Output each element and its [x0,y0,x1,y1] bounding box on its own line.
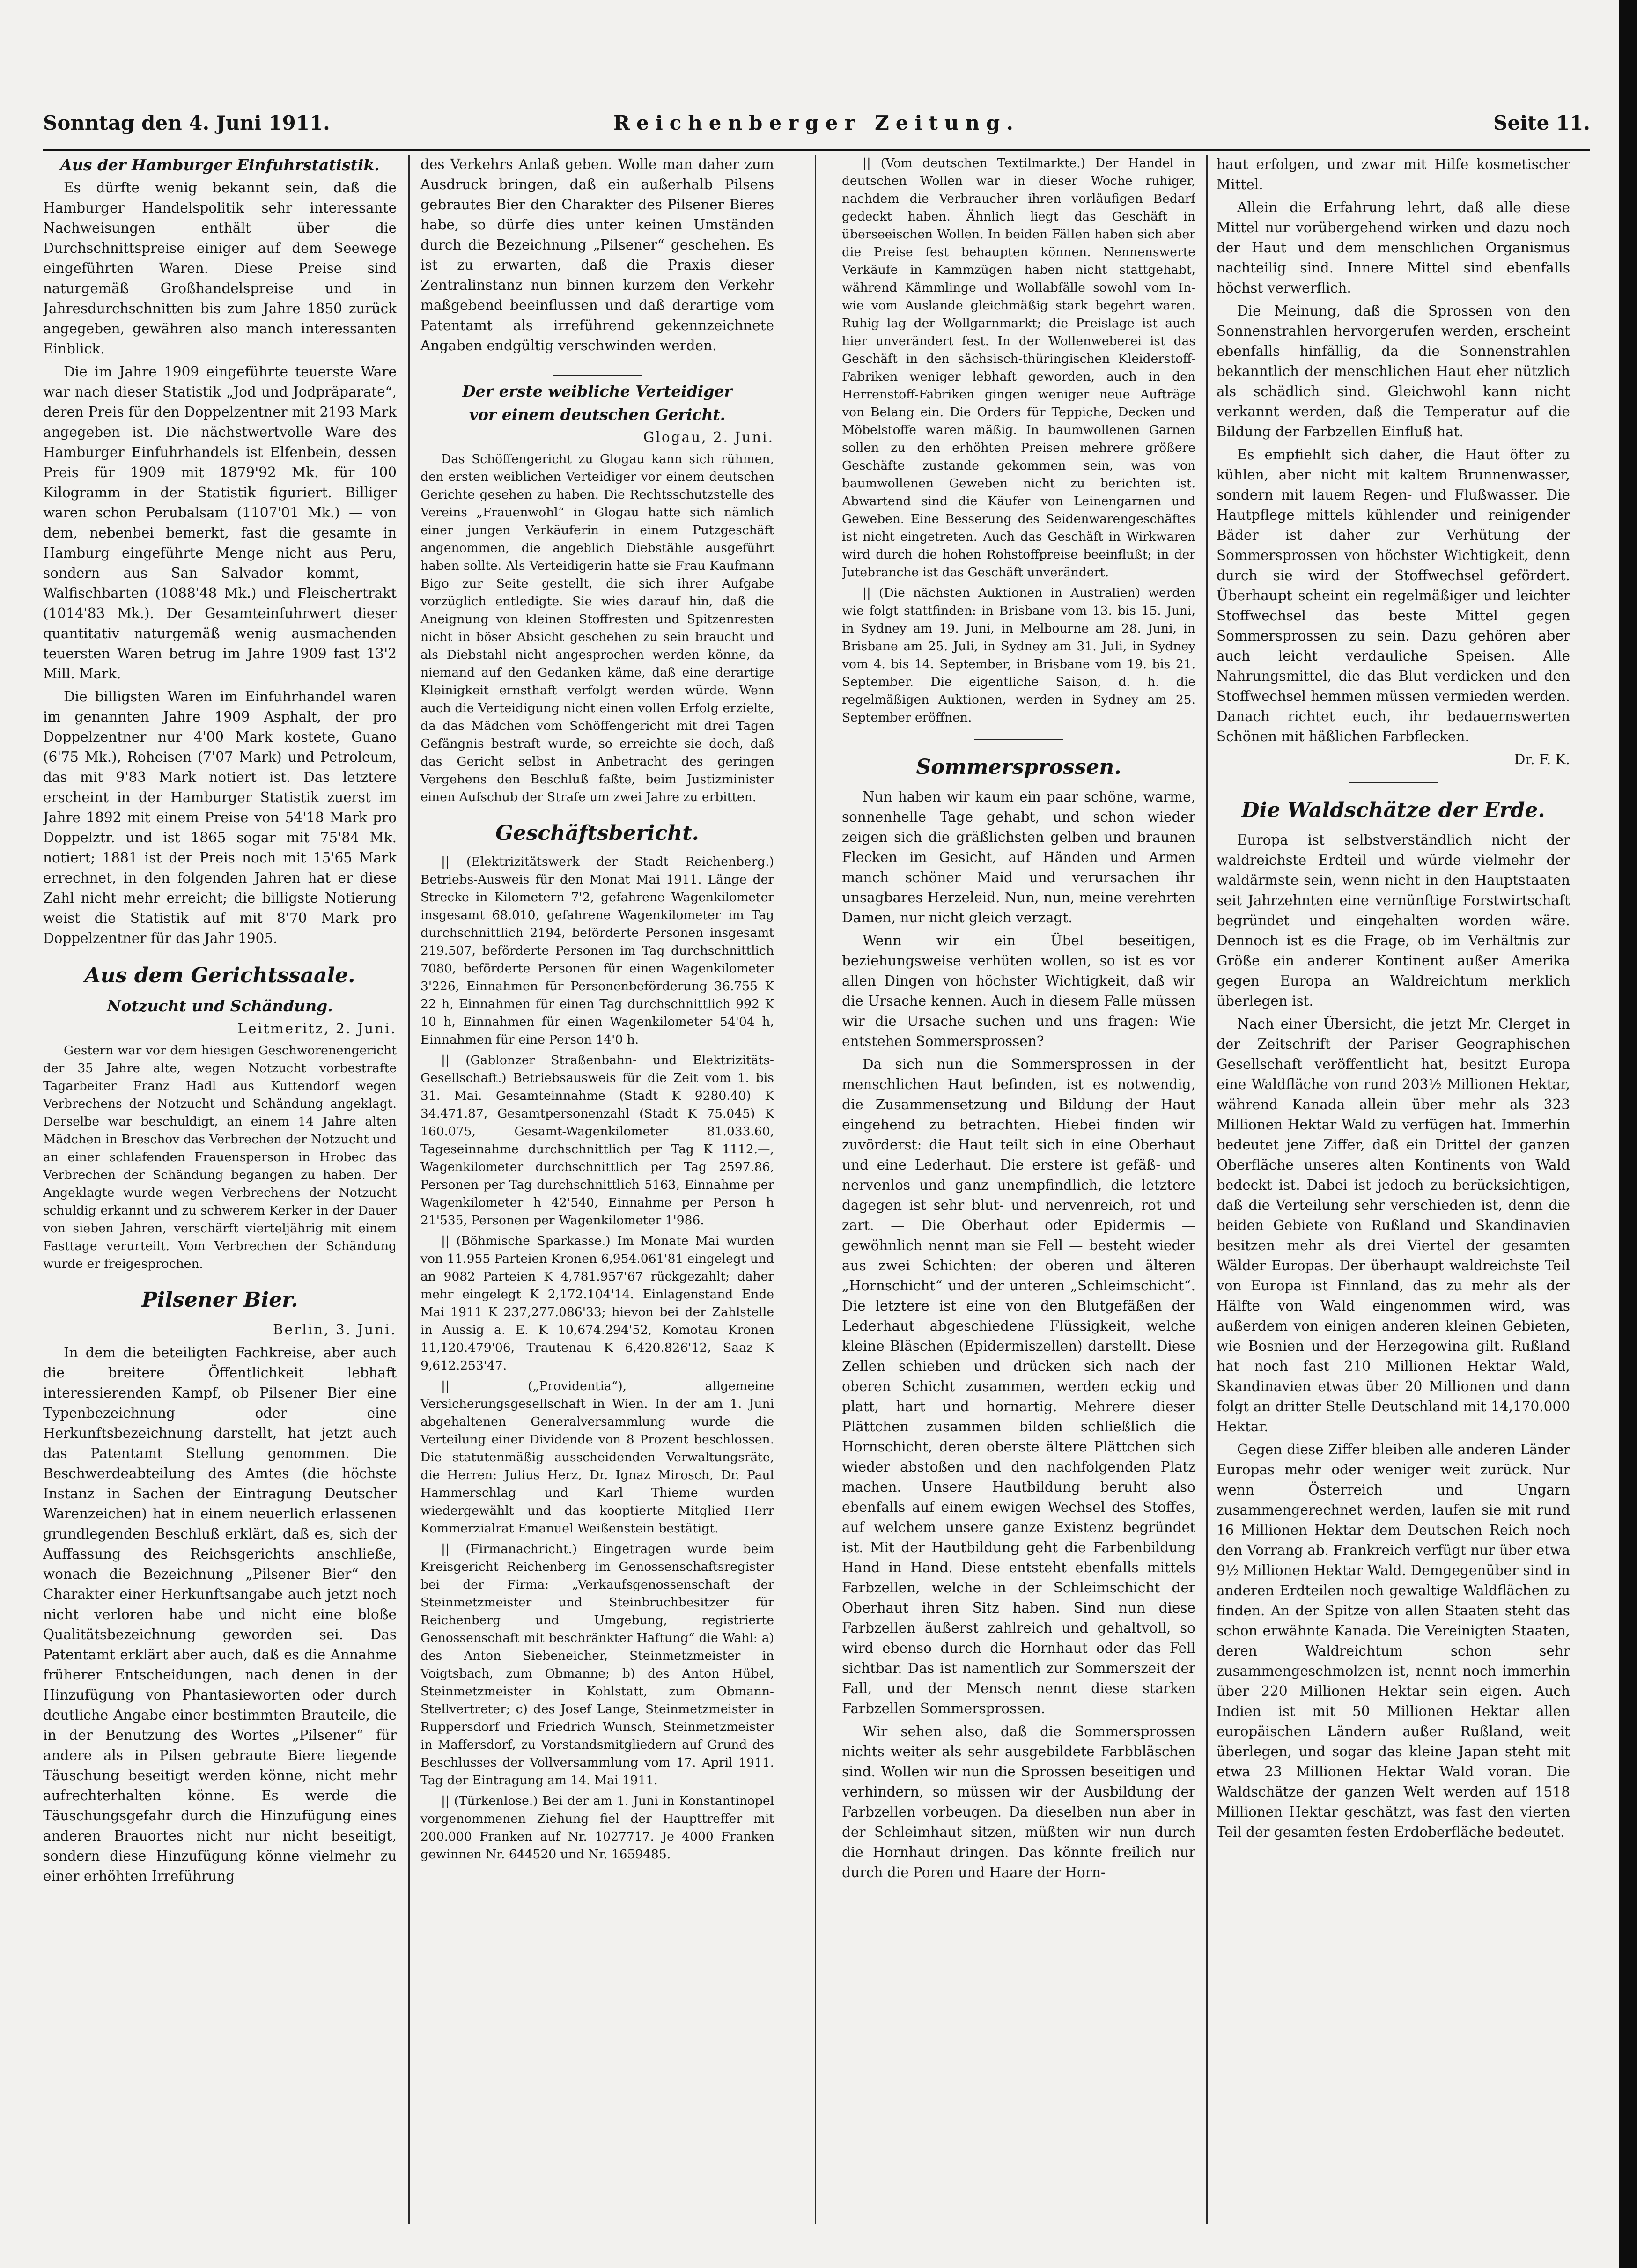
article-title: Der erste weibliche Verteidiger [462,382,732,400]
column-3 [842,155,1195,2247]
paragraph: Das Schöffengericht zu Glogau kann sich rühmen, den ersten weiblichen Verteidiger vor einem deutschen Gerichte gesehen zu haben. Die Rechtsschutzstelle des Vereins „Frauenwohl“ in Glogau hatte sich nämlich einer jungen Verkäuferin in einem Putzgeschäft angenommen, die angeblich Diebstähle ausgeführt haben sollte. Als Verteidigerin hatte sie Frau Kaufmann Bigo zur Seite gestellt, die sich ihrer Aufgabe vorzüglich entledigte. Sie wies darauf hin, daß die Aneignung von kleinen Stoffresten und Spitzenresten nicht in böser Absicht geschehen zu sein braucht und als Diebstahl nicht angesprochen werden könne, da niemand auf den Gedanken käme, daß eine derartige Kleinigkeit ernsthaft verfolgt werden würde. Wenn auch die Verteidigung nicht einen vollen Erfolg erzielte, da das Mädchen vom Schöffengericht mit drei Tagen Gefängnis bestraft wurde, so erreichte sie doch, daß das Gericht selbst in Anbetracht des geringen Vergehens den Beschluß faßte, beim Justizminister einen Aufschub der Strafe um zwei Jahre zu erbitten. [420,452,774,804]
column-4 [1217,155,1570,2247]
divider [974,739,1063,740]
article-title: Aus der Hamburger Einfuhrstatistik. [60,156,380,174]
business-item: || (Elektrizitätswerk der Stadt Reichenberg.) Betriebs-Ausweis für den Monat Mai 1911. Länge der Strecke in Kilometern 7'2, gefahrene Wagenkilometer insgesamt 68.010, gefahrene Wagenkilometer im Tag durchschnittlich 2194, beförderte Personen insgesamt 219.507, beförderte Personen im Tag durchschnittlich 7080, beförderte Personen für einen Wagenkilometer 3'226, Einnahmen für Personenbeförderung 36.755 K 22 h, Einnahmen für einen Tag durchschnittlich 992 K 10 h, Einnahmen für einen Wagenkilometer 54'04 h, Einnahmen für eine Person 14'0 h. [420,854,774,1047]
masthead: Reichenberger Zeitung. [613,111,1020,134]
divider [553,375,642,376]
business-item: || (Gablonzer Straßenbahn- und Elektrizitäts-Gesellschaft.) Betriebsausweis für die Zeit vom 1. bis 31. Mai. Gesamteinnahme (Stadt K 9280.40) K 34.471.87, Gesamtpersonenzahl (Stadt K 75.045) K 160.075, Gesamt-Wagenkilometer 81.033.60, Tageseinnahme durchschnittlich per Tag K 1112.—, Wagenkilometer durchschnittlich per Tag 2597.86, Personen per Tag durchschnittlich 5163, Einnahme per Wagenkilometer h 42'540, Einnahme per Person h 21'535, Personen per Wagenkilometer 1'986. [420,1053,774,1228]
paragraph: Wenn wir ein Übel beseitigen, beziehungsweise verhüten wollen, so ist es vor allen Dingen von höchster Wichtigkeit, daß wir die Ursache kennen. Auch in diesem Falle müssen wir die Ursache suchen und uns fragen: Wie entstehen Sommersprossen? [842,933,1195,1049]
page-header [43,111,1590,144]
column-rule [408,155,410,2224]
scan-edge [1619,0,1637,2268]
business-item: || (Die nächsten Auktionen in Australien) werden wie folgt stattfinden: in Brisbane vom 13. bis 15. Juni, in Sydney am 19. Juni, in Melbourne am 28. Juni, in Brisbane am 25. Juli, in Sydney am 31. Juli, in Sydney vom 4. bis 14. September, in Brisbane vom 19. bis 21. September. Die eigentliche Saison, d. h. die regelmäßigen Auktionen, werden in Sydney am 25. September eröffnen. [842,586,1195,725]
column-rule [1206,155,1208,2224]
column-2 [420,155,774,2247]
header-date: Sonntag den 4. Juni 1911. [43,111,330,134]
header-rule [43,149,1590,151]
paragraph: haut erfolgen, und zwar mit Hilfe kosmetischer Mittel. [1217,156,1570,192]
section-title: Geschäftsbericht. [495,821,699,845]
paragraph: Die im Jahre 1909 eingeführte teuerste Ware war nach dieser Statistik „Jod und Jodpräparate“, deren Preis für den Doppelzentner mit 2193 Mark angegeben ist. Die nächstwertvolle Ware des Hamburger Einfuhrhandels ist Elfenbein, dessen Preis für 1909 mit 1879'92 Mk. für 100 Kilogramm in der Statistik figuriert. Billiger waren schon Perubalsam (1107'01 Mk.) — von dem, nebenbei bemerkt, fast die gesamte in Hamburg eingeführte Menge nicht aus Peru, sondern aus San Salvador kommt, — Walfischbarten (1088'48 Mk.) und Fleischertrakt (1014'83 Mk.). Der Gesamteinfuhrwert dieser quantitativ naturgemäß wenig ausmachenden teuersten Waren betrug im Jahre 1909 fast 13'2 Mill. Mark. [43,364,397,682]
column-rule [815,155,816,2224]
business-item: || (Türkenlose.) Bei der am 1. Juni in Konstantinopel vorgenommenen Ziehung fiel der Haupttreffer mit 200.000 Franken auf Nr. 1027717. Je 4000 Franken gewinnen Nr. 644520 und Nr. 1659485. [420,1794,774,1862]
section-title: Aus dem Gerichtssaale. [84,964,355,987]
paragraph: Es empfiehlt sich daher, die Haut öfter zu kühlen, aber nicht mit kaltem Brunnenwasser, sondern mit lauem Regen- und Flußwasser. Die Hautpflege mittels kühlender und reinigender Bäder ist daher zur Verhütung der Sommersprossen von höchster Wichtigkeit, denn durch sie wird der Stoffwechsel gefördert. Überhaupt scheint ein regelmäßiger und leichter Stoffwechsel das beste Mittel gegen Sommersprossen zu sein. Dazu gehören aber auch leicht verdauliche Speisen. Alle Nahrungsmittel, die das Blut verdicken und den Stoffwechsel hemmen müssen vermieden werden. Danach richtet euch, ihr bedauernswerten Schönen mit häßlichen Farbflecken. [1217,447,1570,744]
article-title: Die Waldschätze der Erde. [1241,798,1545,822]
dateline: Leitmeritz, 2. Juni. [237,1021,397,1037]
business-item: || (Vom deutschen Textilmarkte.) Der Handel in deutschen Wollen war in dieser Woche ruhiger, nachdem die Verbraucher ihren vorläufigen Bedarf gedeckt haben. Ähnlich liegt das Geschäft in überseeischen Wollen. In beiden Fällen haben sich aber die Preise fest behaupten können. Nennenswerte Verkäufe in Kammzügen haben nicht stattgehabt, während Kämmlinge und Wollabfälle sowohl vom In- wie vom Auslande gleichmäßig stark begehrt waren. Ruhig lag der Wollgarnmarkt; die Preislage ist auch hier unverändert fest. In der Wollenweberei ist das Geschäft in den sächsisch-thüringischen Kleiderstoff-Fabriken weniger lebhaft geworden, auch in den Herrenstoff-Fabriken gingen weniger neue Aufträge von Belang ein. Die Orders für Teppiche, Decken und Möbelstoffe waren mäßig. In baumwollenen Garnen sollen zu den erhöhten Preisen mehrere größere Geschäfte zustande gekommen sein, was von baumwollenen Geweben nicht zu berichten ist. Abwartend sind die Käufer von Leinengarnen und Geweben. Eine Besserung des Seidenwarengeschäftes ist nicht eingetreten. Auch das Geschäft in Wirkwaren wird durch die hohen Rohstoffpreise beeinflußt; in der Jutebranche ist das Geschäft unverändert. [842,156,1195,580]
dateline: Glogau, 2. Juni. [643,429,774,445]
paragraph: Europa ist selbstverständlich nicht der waldreichste Erdteil und würde vielmehr der waldärmste sein, wenn nicht in den Hauptstaaten seit Jahrzehnten eine vernünftige Forstwirtschaft begründet und eingehalten worden wäre. Dennoch ist es die Frage, ob im Verhältnis zur Größe ein anderer Kontinent außer Amerika gegen Europa an Waldreichtum merklich überlegen ist. [1217,832,1570,1009]
page-number: Seite 11. [1493,111,1590,134]
paragraph: Die Meinung, daß die Sprossen von den Sonnenstrahlen hervorgerufen werden, erscheint ebenfalls hinfällig, da die Sonnenstrahlen bekanntlich der menschlichen Haut eher nützlich als schädlich sind. Gleichwohl kann nicht verkannt werden, daß die Temperatur auf die Bildung der Farbzellen Einfluß hat. [1217,303,1570,440]
paragraph: Es dürfte wenig bekannt sein, daß die Hamburger Handelspolitik sehr interessante Nachweisungen enthält über die Durchschnittspreise einiger auf dem Seewege eingeführten Waren. Diese Preise sind naturgemäß Großhandelspreise und in Jahresdurchschnitten bis zum Jahre 1850 zurück angegeben, gewähren also manch interessanten Einblick. [43,180,397,357]
signature: Dr. F. K. [1514,751,1570,767]
divider [1349,782,1438,783]
paragraph: Da sich nun die Sommersprossen in der menschlichen Haut befinden, ist es notwendig, die Zusammensetzung und Bildung der Haut eingehend zu betrachten. Hiebei finden wir zuvörderst: die Haut teilt sich in eine Oberhaut und eine Lederhaut. Die erstere ist gefäß- und nervenlos und ganz unempfindlich, die letztere dagegen ist sehr blut- und nervenreich, rot und zart. — Die Oberhaut oder Epidermis — gewöhnlich nennt man sie Fell — besteht wieder aus zwei Schichten: der oberen und älteren „Hornschicht“ und der unteren „Schleimschicht“. Die letztere ist eine von den Blutgefäßen der Lederhaut abgeschiedene Flüssigkeit, welche kleine Bläschen (Epidermiszellen) darstellt. Diese Zellen schieben und drücken sich nach der oberen Schicht zusammen, werden eckig und platt, hart und hornartig. Mehrere dieser Plättchen zusammen bilden schließlich die Hornschicht, deren oberste ältere Plättchen sich wieder abstoßen und den nachfolgenden Platz machen. Unsere Hautbildung beruht also ebenfalls auf einem ewigen Wechsel des Stoffes, auf welchem unsere ganze Existenz begründet ist. Mit der Hautbildung geht die Farbenbildung Hand in Hand. Diese entsteht ebenfalls mittels Farbzellen, welche in der Schleimschicht der Oberhaut ihren Sitz haben. Sind nun diese Farbzellen äußerst zahlreich und gehaltvoll, so wird ebenso durch die Hornhaut oder das Fell sichtbar. Das ist namentlich zur Sommerszeit der Fall, und der Mensch nennt diese starken Farbzellen Sommersprossen. [842,1056,1195,1716]
column-1 [43,155,397,2247]
paragraph: Die billigsten Waren im Einfuhrhandel waren im genannten Jahre 1909 Asphalt, der pro Doppelzentner nur 4'00 Mark kostete, Guano (6'75 Mk.), Roheisen (7'07 Mark) und Petroleum, das mit 9'83 Mark notiert ist. Das letztere erscheint in der Hamburger Statistik zuerst im Jahre 1892 mit einem Preise von 54'18 Mark pro Doppelztr. und ist 1865 sogar mit 75'84 Mk. notiert; 1881 ist der Preis noch mit 15'65 Mark errechnet, in den folgenden Jahren hat er diese Zahl nicht mehr erreicht; die billigste Notierung weist die Statistik auf mit 8'70 Mark pro Doppelzentner für das Jahr 1905. [43,689,397,946]
paragraph: In dem die beteiligten Fachkreise, aber auch die breitere Öffentlichkeit lebhaft interessierenden Kampf, ob Pilsener Bier eine Typenbezeichnung oder eine Herkunftsbezeichnung darstellt, hat jetzt auch das Patentamt Stellung genommen. Die Beschwerdeabteilung des Amtes (die höchste Instanz in Sachen der Eintragung Deutscher Warenzeichen) hat in einem neuerlich erlassenen grundlegenden Beschluß erklärt, daß es, sich der Auffassung des Reichsgerichts anschließe, wonach die Bezeichnung „Pilsener Bier“ den Charakter einer Herkunftsangabe auch jetzt noch nicht verloren habe und nicht eine bloße Qualitätsbezeichnung geworden sei. Das Patentamt erklärt aber auch, daß es die Annahme früherer Entscheidungen, nach denen in der Hinzufügung von Phantasieworten oder durch deutliche Angabe einer bestimmten Brauteile, die in der Benutzung des Wortes „Pilsener“ für andere als in Pilsen gebraute Biere liegende Täuschung beseitigt werden könne, nicht mehr aufrechterhalten könne. Es werde die Täuschungsgefahr durch die Hinzufügung eines anderen Brauortes nicht nur nicht beseitigt, sondern diese Hinzufügung könne vielmehr zu einer erhöhten Irreführung [43,1345,397,1884]
article-title: Sommersprossen. [916,755,1121,779]
business-item: || („Providentia“), allgemeine Versicherungsgesellschaft in Wien. In der am 1. Juni abgehaltenen Generalversammlung wurde die Verteilung einer Dividende von 8 Prozent beschlossen. Die statutenmäßig ausscheidenden Verwaltungsräte, die Herren: Julius Herz, Dr. Ignaz Mirosch, Dr. Paul Hammerschlag und Karl Thieme wurden wiedergewählt und das kooptierte Mitglied Herr Kommerzialrat Emanuel Weißenstein bestätigt. [420,1379,774,1536]
business-item: || (Böhmische Sparkasse.) Im Monate Mai wurden von 11.955 Parteien Kronen 6,954.061'81 eingelegt und an 9082 Parteien K 4,781.957'67 rückgezahlt; daher mehr eingelegt K 2,172.104'14. Einlagenstand Ende Mai 1911 K 237,277.086'33; hievon bei der Zahlstelle in Aussig a. E. K 10,674.294'52, Komotau Kronen 11,120.479'06, Trautenau K 6,420.826'12, Saaz K 9,612.253'47. [420,1234,774,1373]
paragraph: Allein die Erfahrung lehrt, daß alle diese Mittel nur vorübergehend wirken und dazu noch der Haut und dem menschlichen Organismus nachteilig sind. Innere Mittel sind ebenfalls höchst verwerflich. [1217,199,1570,296]
dateline: Berlin, 3. Juni. [273,1322,397,1338]
paragraph: Wir sehen also, daß die Sommersprossen nichts weiter als sehr ausgebildete Farbbläschen sind. Wollen wir nun die Sprossen beseitigen und verhindern, so müssen wir der Ausbildung der Farbzellen vorbeugen. Da dieselben nun aber in der Schleimhaut sitzen, müßten wir nun durch die Hornhaut dringen. Das könnte freilich nur durch die Poren und Haare der Horn- [842,1723,1195,1880]
paragraph: Nun haben wir kaum ein paar schöne, warme, sonnenhelle Tage gehabt, und schon wieder zeigen sich die gräßlichsten gelben und braunen Flecken im Gesicht, auf Händen und Armen manch schöner Maid und verursachen ihr unsagbares Herzeleid. Nun, nun, meine verehrten Damen, nur nicht gleich verzagt. [842,789,1195,926]
paragraph: Nach einer Übersicht, die jetzt Mr. Clerget in der Zeitschrift der Pariser Geographischen Gesellschaft veröffentlicht hat, besitzt Europa eine Waldfläche von rund 203½ Millionen Hektar, während Kanada allein über mehr als 323 Millionen Hektar Wald zu verfügen hat. Immerhin bedeutet jene Ziffer, daß ein Drittel der ganzen Oberfläche unseres alten Kontinents von Wald bedeckt ist. Dabei ist jedoch zu berücksichtigen, daß die Verteilung sehr verschieden ist, denn die beiden Gebiete von Rußland und Skandinavien besitzen mehr als drei Viertel der gesamten Wälder Europas. Der überhaupt waldreichste Teil von Europa ist Finnland, das zu mehr als der Hälfte von Wald eingenommen wird, was außerdem von einigen anderen kleinen Gebieten, wie Bosnien und der Herzegowina gilt. Rußland hat noch fast 210 Millionen Hektar Wald, Skandinavien etwas über 20 Millionen und dann folgt an dritter Stelle Deutschland mit 14,170.000 Hektar. [1217,1016,1570,1435]
paragraph: Gegen diese Ziffer bleiben alle anderen Länder Europas mehr oder weniger weit zurück. Nur wenn Österreich und Ungarn zusammengerechnet werden, laufen sie mit rund 16 Millionen Hektar dem Deutschen Reich noch den Vorrang ab. Frankreich verfügt nur über etwa 9½ Millionen Hektar Wald. Demgegenüber sind in anderen Erdteilen noch gewaltige Waldflächen zu finden. An der Spitze von allen Staaten steht das schon erwähnte Kanada. Die Vereinigten Staaten, deren Waldreichtum schon sehr zusammengeschmolzen ist, nennt noch immerhin über 220 Millionen Hektar sein eigen. Auch Indien ist mit 50 Millionen Hektar allen europäischen Ländern außer Rußland, weit überlegen, und sogar das kleine Japan steht mit etwa 23 Millionen Hektar Wald voran. Die Waldschätze der ganzen Welt werden auf 1518 Millionen Hektar geschätzt, was fast den vierten Teil der gesamten festen Erdoberfläche bedeutet. [1217,1442,1570,1840]
article-title: Notzucht und Schändung. [107,997,333,1015]
business-item: || (Firmanachricht.) Eingetragen wurde beim Kreisgericht Reichenberg im Genossenschaftsregister bei der Firma: „Verkaufsgenossenschaft der Steinmetzmeister und Steinbruchbesitzer für Reichenberg und Umgebung, registrierte Genossenschaft mit beschränkter Haftung“ die Wahl: a) des Anton Siebeneicher, Steinmetzmeister in Voigtsbach, zum Obmanne; b) des Anton Hübel, Steinmetzmeister in Kohlstatt, zum Obmann-Stellvertreter; c) des Josef Lange, Steinmetzmeister in Ruppersdorf und Friedrich Wunsch, Steinmetzmeister in Maffersdorf, zu Vorstandsmitgliedern auf Grund des Beschlusses der Vollversammlung vom 17. April 1911. Tag der Eintragung am 14. Mai 1911. [420,1542,774,1788]
article-title: vor einem deutschen Gericht. [469,405,726,424]
article-title: Pilsener Bier. [141,1288,298,1312]
paragraph: des Verkehrs Anlaß geben. Wolle man daher zum Ausdruck bringen, daß ein außerhalb Pilsens gebrautes Bier den Charakter des Pilsener Bieres habe, so dürfe dies unter keinen Umständen durch die Bezeichnung „Pilsener“ geschehen. Es ist zu erwarten, daß die Praxis dieser Zentralinstanz nun binnen kurzem den Verkehr maßgebend beeinflussen und daß derartige vom Patentamt als irreführend gekennzeichnete Angaben endgültig verschwinden werden. [420,156,774,353]
paragraph: Gestern war vor dem hiesigen Geschworenengericht der 35 Jahre alte, wegen Notzucht vorbestrafte Tagarbeiter Franz Hadl aus Kuttendorf wegen Verbrechens der Notzucht und Schändung angeklagt. Derselbe war beschuldigt, an einem 14 Jahre alten Mädchen in Breschov das Verbrechen der Notzucht und an einer schlafenden Frauensperson in Hrobec das Verbrechen der Schändung begangen zu haben. Der Angeklagte wurde wegen Verbrechens der Notzucht schuldig erkannt und zu schwerem Kerker in der Dauer von sieben Jahren, verschärft vierteljährig mit einem Fasttage verurteilt. Vom Verbrechen der Schändung wurde er freigesprochen. [43,1043,397,1271]
